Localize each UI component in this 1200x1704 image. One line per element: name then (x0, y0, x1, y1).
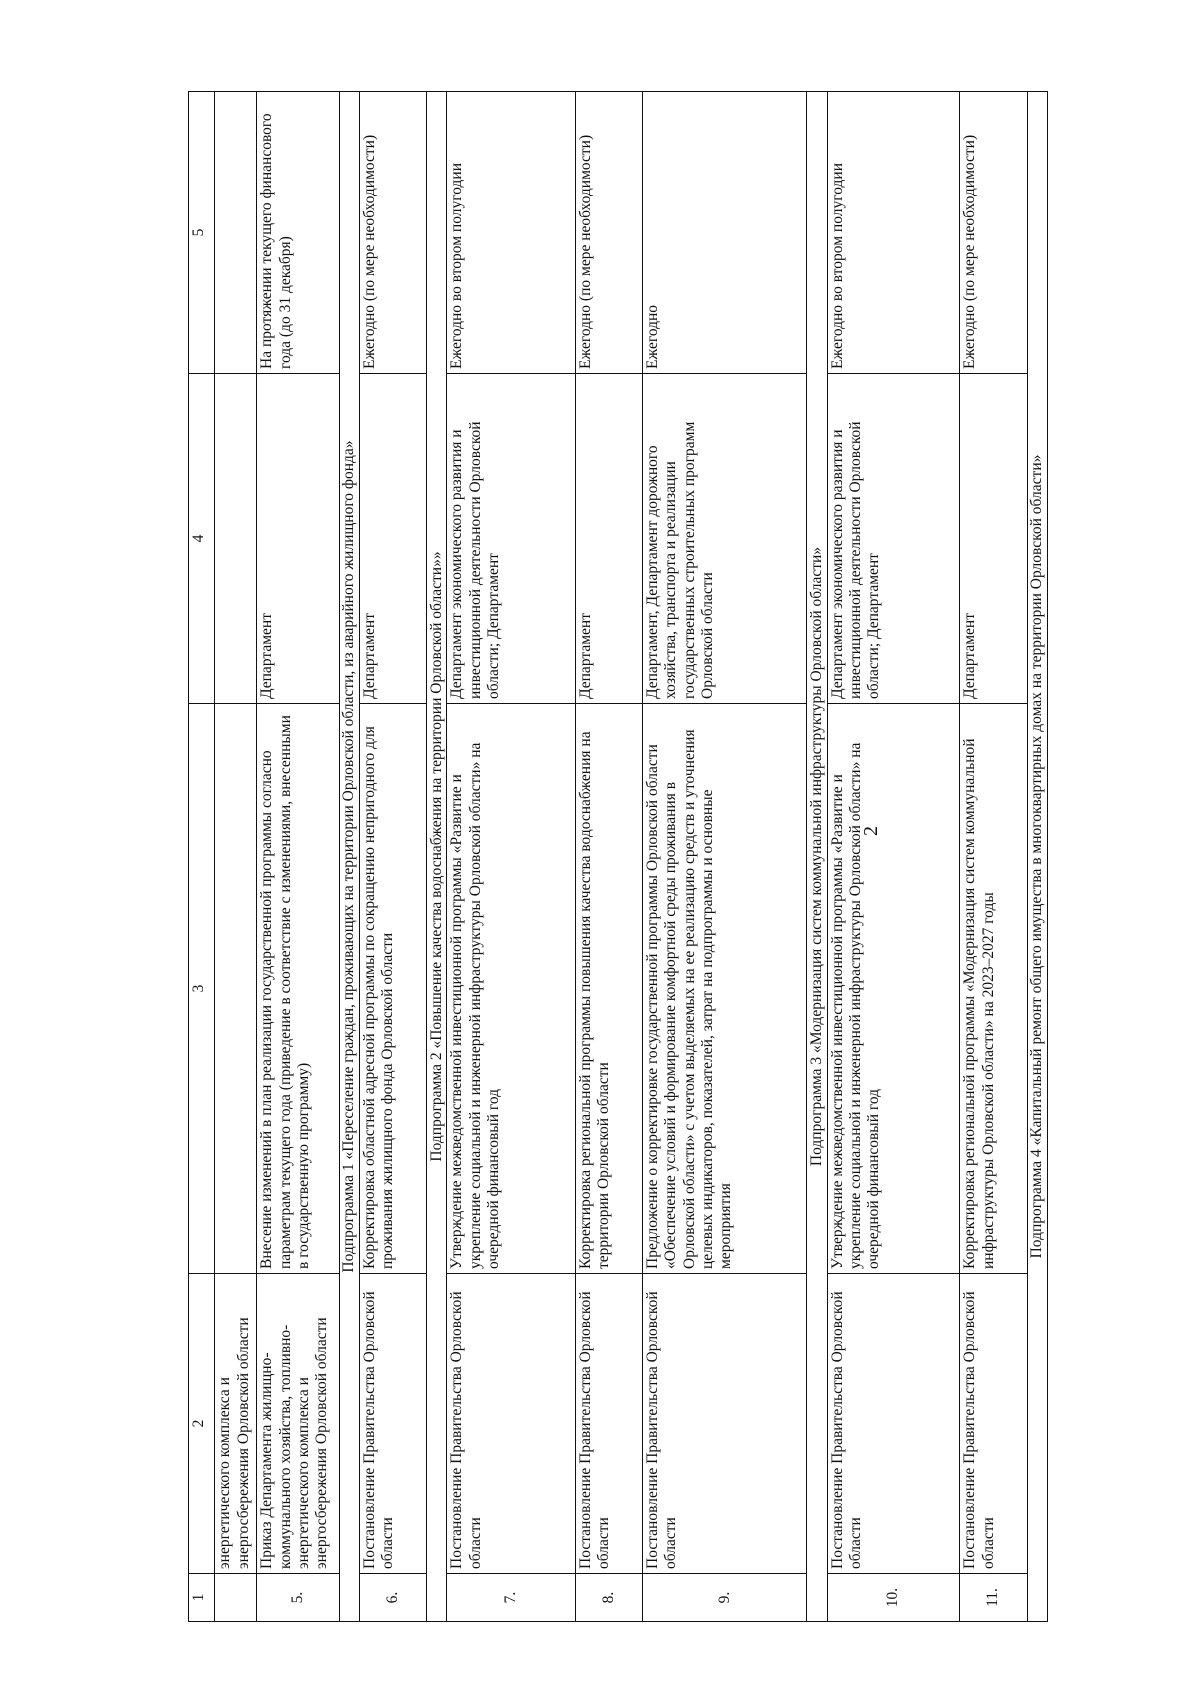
row-basis: энергетического комплекса и энергосбережения Орловской области (215, 1274, 257, 1574)
row-basis: Постановление Правительства Орловской области (359, 1274, 426, 1574)
header-col-2: 2 (189, 1274, 215, 1574)
row-responsible: Департамент (575, 374, 642, 704)
table-row (960, 92, 1027, 1622)
row-number: 8. (575, 1574, 642, 1622)
row-number: 5. (257, 1574, 339, 1622)
row-responsible: Департамент экономического развития и инвестиционной деятельности Орловской области; Департамент (827, 374, 960, 704)
row-responsible: Департамент (359, 374, 426, 704)
row-period: Ежегодно (по мере необходимости) (575, 92, 642, 374)
plan-table (188, 91, 1048, 1622)
row-content: Утверждение межведомственной инвестиционной программы «Развитие и укрепление социальной и инженерной инфраструктуры Орловской области» на очередной финансовый год (827, 704, 960, 1274)
row-basis: Приказ Департамента жилищно-коммунального хозяйства, топливно-энергетического комплекса и энергосбережения Орловской области (257, 1274, 339, 1574)
row-basis: Постановление Правительства Орловской области (447, 1274, 575, 1574)
row-content: Внесение изменений в план реализации государственной программы согласно параметрам текущего года (приведение в соответствие с изменениями, внесенными в государственную программу) (257, 704, 339, 1274)
header-col-3: 3 (189, 704, 215, 1274)
row-number: 11. (960, 1574, 1027, 1622)
row-basis: Постановление Правительства Орловской области (960, 1274, 1027, 1574)
table-row (257, 92, 339, 1622)
section-heading: Подпрограмма 1 «Переселение граждан, проживающих на территории Орловской области, из аварийного жилищного фонда» (339, 92, 359, 1622)
row-responsible: Департамент (257, 374, 339, 704)
row-content: Корректировка региональной программы «Модернизация систем коммунальной инфраструктуры Орловской области» на 2023–2027 годы (960, 704, 1027, 1274)
row-responsible: Департамент экономического развития и инвестиционной деятельности Орловской области; Департамент (447, 374, 575, 704)
row-period: На протяжении текущего финансового года (до 31 декабря) (257, 92, 339, 374)
rotated-page (188, 92, 1048, 1622)
table-row (215, 92, 257, 1622)
row-responsible: Департамент (960, 374, 1027, 704)
row-number: 6. (359, 1574, 426, 1622)
section-heading: Подпрограмма 2 «Повышение качества водоснабжения на территории Орловской области»» (427, 92, 447, 1622)
table-row (643, 92, 807, 1622)
header-col-4: 4 (189, 374, 215, 704)
header-row (189, 92, 215, 1622)
row-period: Ежегодно во втором полугодии (827, 92, 960, 374)
row-basis: Постановление Правительства Орловской области (575, 1274, 642, 1574)
row-basis: Постановление Правительства Орловской области (643, 1274, 807, 1574)
section-heading: Подпрограмма 4 «Капитальный ремонт общего имущества в многоквартирных домах на территории Орловской области» (1027, 92, 1047, 1622)
table-row (359, 92, 426, 1622)
row-period: Ежегодно (643, 92, 807, 374)
header-col-1: 1 (189, 1574, 215, 1622)
row-number: 7. (447, 1574, 575, 1622)
table-row (447, 92, 575, 1622)
table-row (827, 92, 960, 1622)
row-number: 9. (643, 1574, 807, 1622)
section-heading: Подпрограмма 3 «Модернизация систем коммунальной инфраструктуры Орловской области» (807, 92, 827, 1622)
row-number: 10. (827, 1574, 960, 1622)
row-content: Предложение о корректировке государственной программы Орловской области «Обеспечение условий и формирование комфортной среды проживания в Орловской области» с учетом выделяемых на ее реализацию средств и уточнения целевых индикаторов, показателей, затрат на подпрограммы и основные мероприятия (643, 704, 807, 1274)
row-responsible: Департамент, Департамент дорожного хозяйства, транспорта и реализации государственных строительных программ Орловской области (643, 374, 807, 704)
row-period: Ежегодно во втором полугодии (447, 92, 575, 374)
row-content: Утверждение межведомственной инвестиционной программы «Развитие и укрепление социальной и инженерной инфраструктуры Орловской области» на очередной финансовый год (447, 704, 575, 1274)
page-number: 2 (860, 826, 882, 836)
header-col-5: 5 (189, 92, 215, 374)
row-basis: Постановление Правительства Орловской области (827, 1274, 960, 1574)
table-row (575, 92, 642, 1622)
row-content: Корректировка областной адресной программы по сокращению непригодного для проживания жилищного фонда Орловской области (359, 704, 426, 1274)
row-content: Корректировка региональной программы повышения качества водоснабжения на территории Орловской области (575, 704, 642, 1274)
row-period: Ежегодно (по мере необходимости) (960, 92, 1027, 374)
row-period: Ежегодно (по мере необходимости) (359, 92, 426, 374)
